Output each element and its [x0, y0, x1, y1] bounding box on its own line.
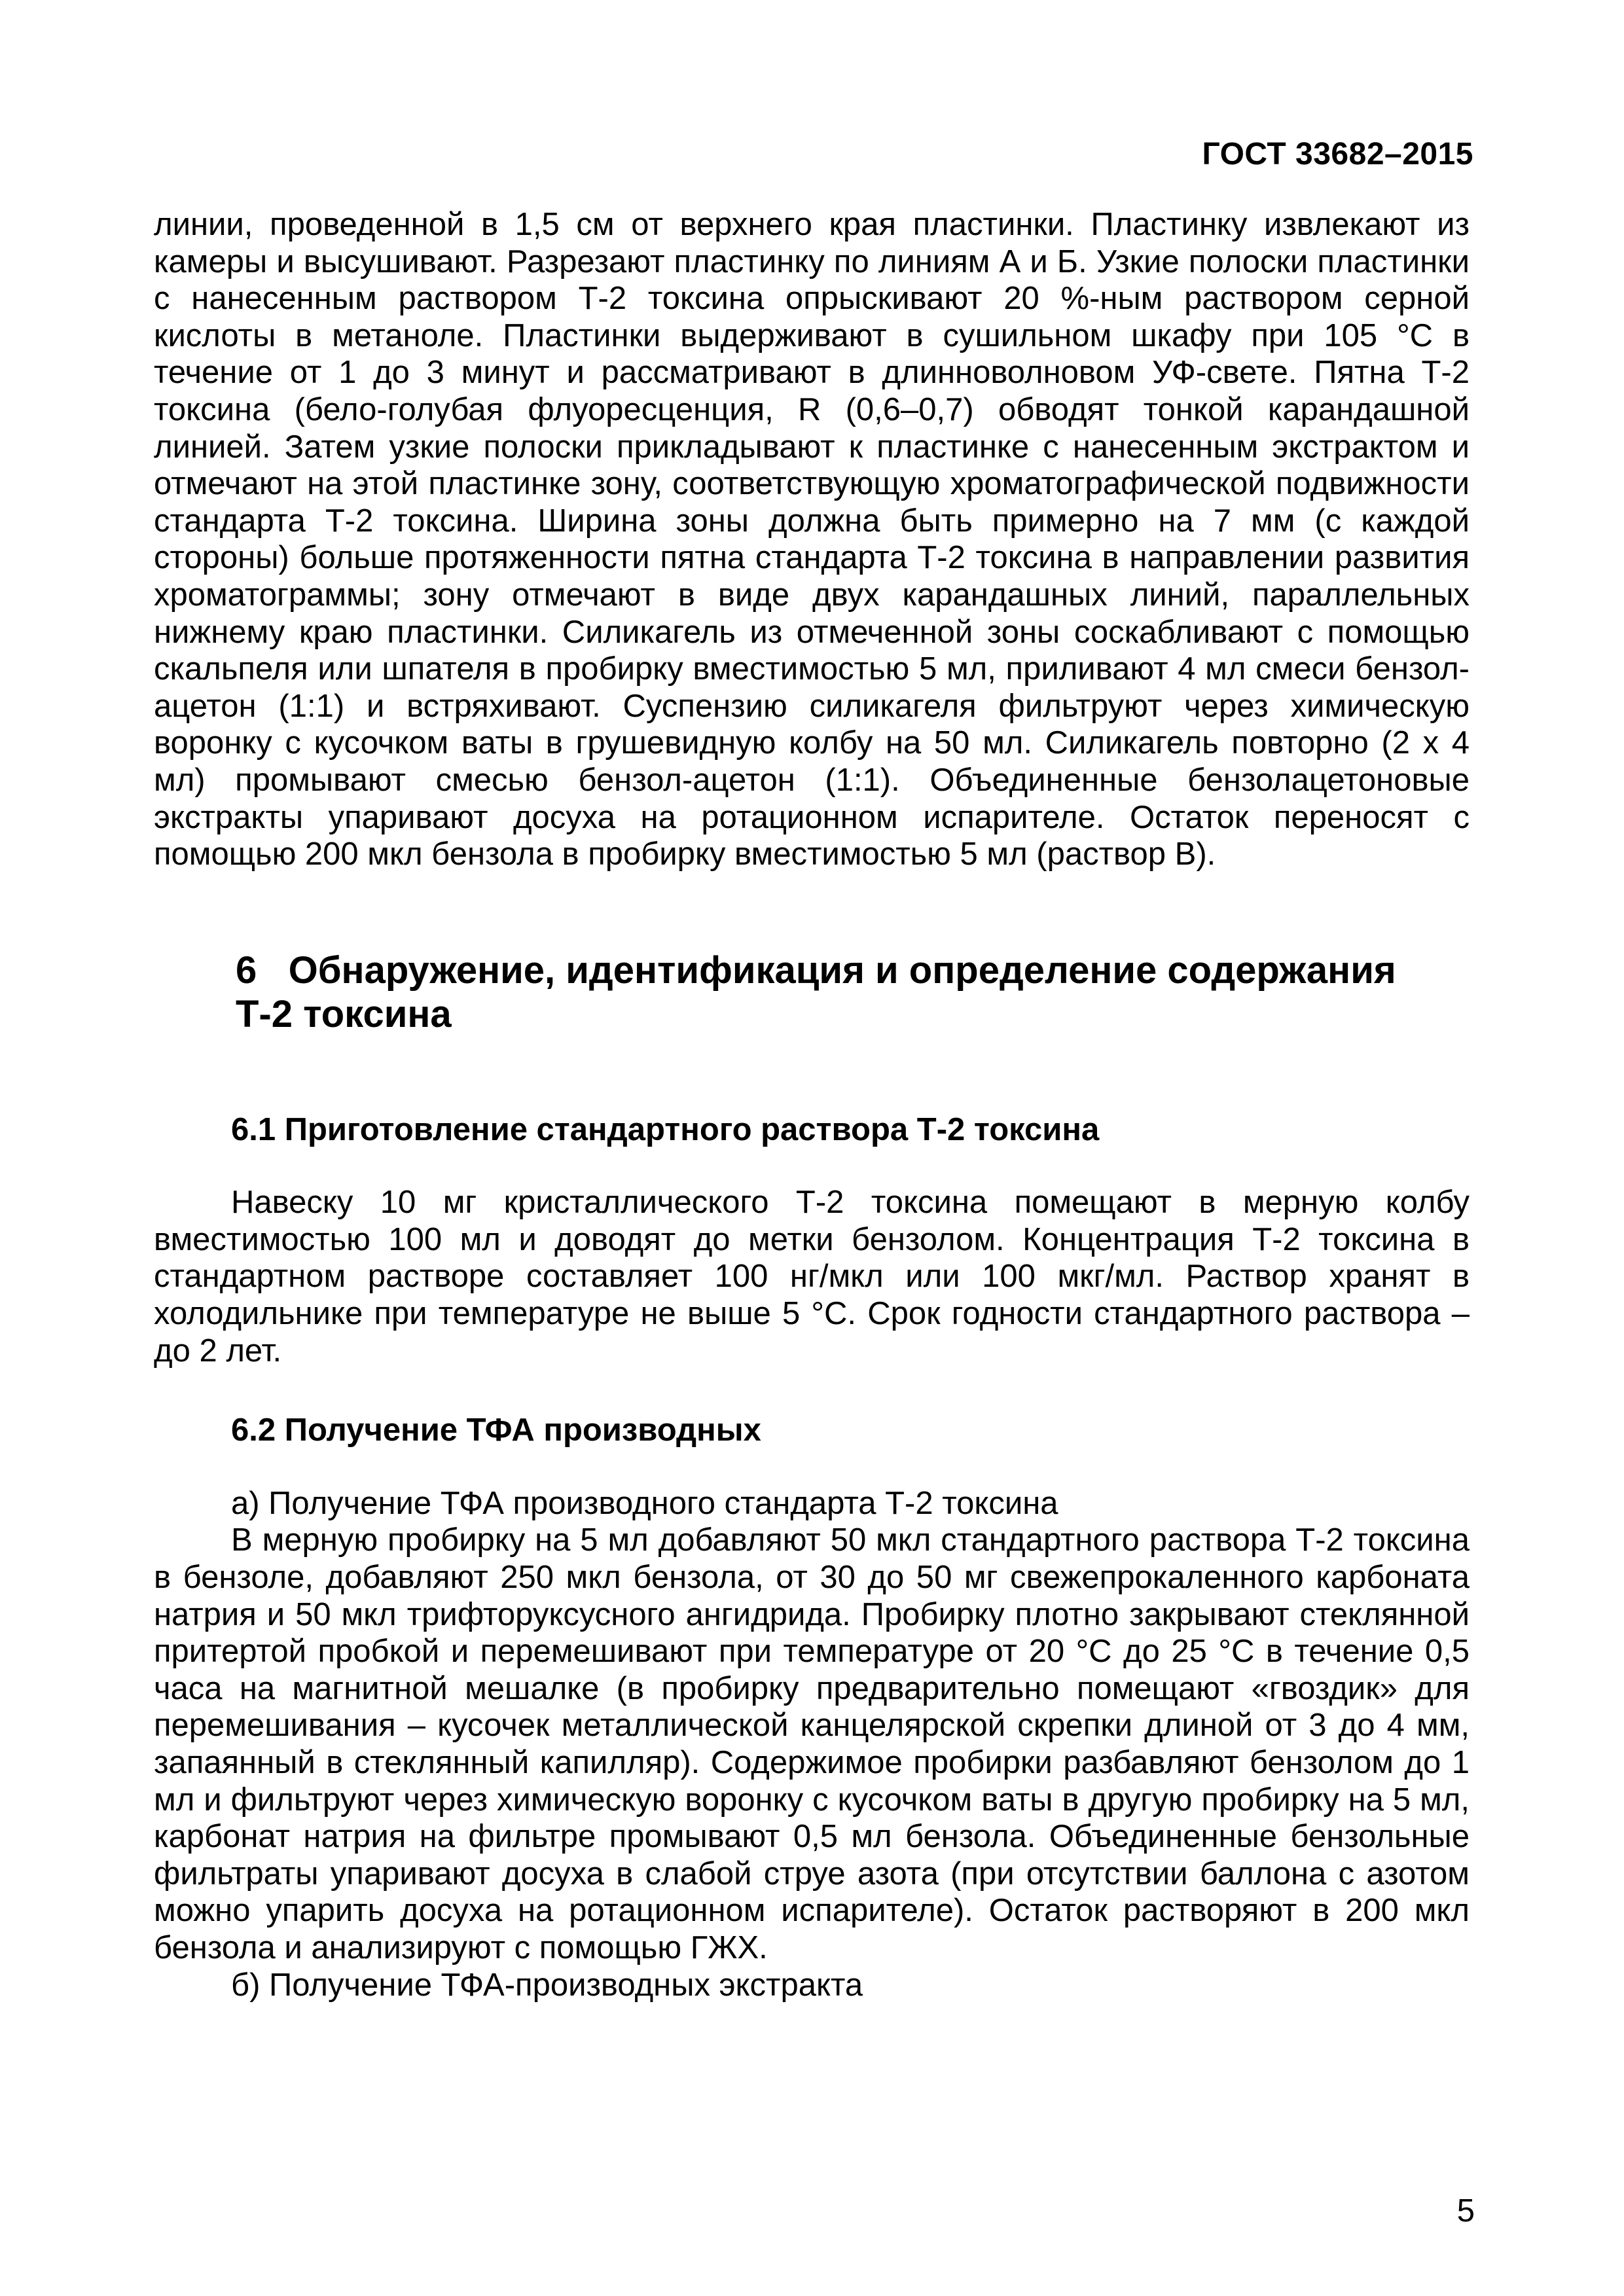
section-6-number: 6 [236, 948, 257, 992]
section-6-1-heading: 6.1 Приготовление стандартного раствора Т-2 токсина [231, 1111, 1100, 1147]
section-6-2-item-b: б) Получение ТФА-производных экстракта [231, 1967, 863, 2003]
standard-id: ГОСТ 33682–2015 [1202, 137, 1473, 171]
section-6-2-item-a: а) Получение ТФА производного стандарта Т-2 токсина [231, 1485, 1058, 1521]
section-6-2-heading: 6.2 Получение ТФА производных [231, 1412, 761, 1448]
section-6-heading [154, 948, 1470, 1036]
document-body [154, 206, 1470, 2003]
section-6-2-paragraph: В мерную пробирку на 5 мл добавляют 50 мкл стандартного раствора Т-2 токсина в бензоле, добавляют 250 мкл бензола, от 30 до 50 мг свежепрокаленного карбоната натрия и 50 мкл трифторуксусного ангидрида. Пробирку плотно закрывают стеклянной притертой пробкой и перемешивают при температуре от 20 °С до 25 °С в течение 0,5 часа на магнитной мешалке (в пробирку предварительно помещают «гвоздик» для перемешивания – кусочек металлической канцелярской скрепки длиной от 3 до 4 мм, запаянный в стеклянный капилляр). Содержимое пробирки разбавляют бензолом до 1 мл и фильтруют через химическую воронку с кусочком ваты в другую пробирку на 5 мл, карбонат натрия на фильтре промывают 0,5 мл бензола. Объединенные бензольные фильтраты упаривают досуха в слабой струе азота (при отсутствии баллона с азотом можно упарить досуха на ротационном испарителе). Остаток растворяют в 200 мкл бензола и анализируют с помощью ГЖХ. [154, 1522, 1470, 1965]
page-number: 5 [1456, 2193, 1475, 2229]
section-6-title-line2: Т-2 токсина [236, 992, 452, 1035]
section-6-1-paragraph: Навеску 10 мг кристаллического Т-2 токсина помещают в мерную колбу вместимостью 100 мл и доводят до метки бензолом. Концентрация Т-2 токсина в стандартном растворе составляет 100 нг/мкл или 100 мкг/мл. Раствор хранят в холодильнике при температуре не выше 5 °С. Срок годности стандартного раствора – до 2 лет. [154, 1185, 1470, 1369]
intro-paragraph: линии, проведенной в 1,5 см от верхнего края пластинки. Пластинку извлекают из камеры и высушивают. Разрезают пластинку по линиям А и Б. Узкие полоски пластинки с нанесенным раствором Т-2 токсина опрыскивают 20 %-ным раствором серной кислоты в метаноле. Пластинки выдерживают в сушильном шкафу при 105 °С в течение от 1 до 3 минут и рассматривают в длинноволновом УФ-свете. Пятна Т-2 токсина (бело-голубая флуоресценция, R (0,6–0,7) обводят тонкой карандашной линией. Затем узкие полоски прикладывают к пластинке с нанесенным экстрактом и отмечают на этой пластинке зону, соответствующую хроматографической подвижности стандарта Т-2 токсина. Ширина зоны должна быть примерно на 7 мм (с каждой стороны) больше протяженности пятна стандарта Т-2 токсина в направлении развития хроматограммы; зону отмечают в виде двух карандашных линий, параллельных нижнему краю пластинки. Силикагель из отмеченной зоны соскабливают с помощью скальпеля или шпателя в пробирку вместимостью 5 мл, приливают 4 мл смеси бензол-ацетон (1:1) и встряхивают. Суспензию силикагеля фильтруют через химическую воронку с кусочком ваты в грушевидную колбу на 50 мл. Силикагель повторно (2 х 4 мл) промывают смесью бензол-ацетон (1:1). Объединенные бензолацетоновые экстракты упаривают досуха на ротационном испарителе. Остаток переносят с помощью 200 мкл бензола в пробирку вместимостью 5 мл (раствор В). [154, 207, 1470, 872]
section-6-title-line1: Обнаружение, идентификация и определение содержания [288, 948, 1396, 992]
